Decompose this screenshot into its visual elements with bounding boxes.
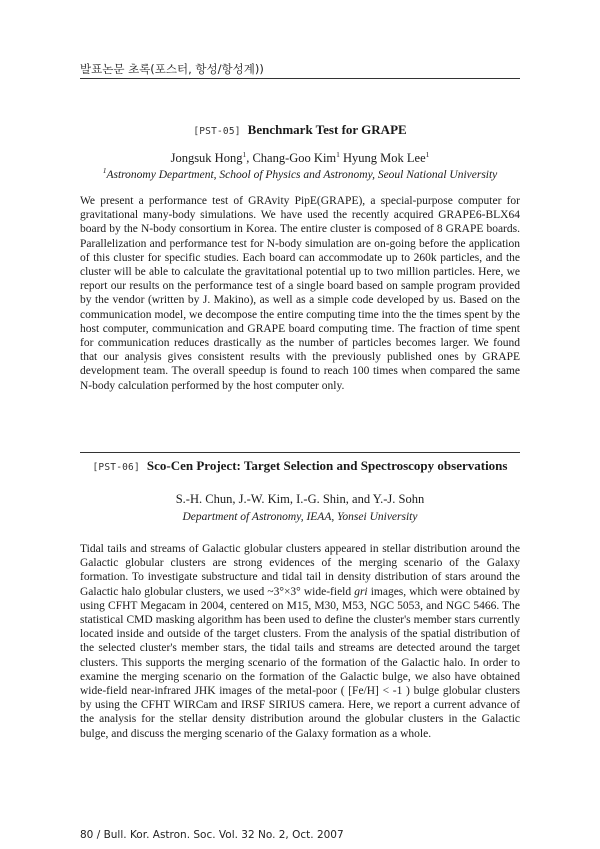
- author-sep: ,: [246, 151, 253, 166]
- page-footer: 80 / Bull. Kor. Astron. Soc. Vol. 32 No. 2, Oct. 2007: [80, 829, 344, 841]
- abstract-text-1: Tidal tails and streams of Galactic globular clusters appeared in stellar distribution around the Galactic globular clusters are strong evidences of the merging scenario of the Galaxy formation. To investigate substructure and tidal tail in density distribution of stars around the Galactic halo globular clusters, we used ~3°×3° wide-field: [80, 543, 520, 598]
- paper2-title: Sco-Cen Project: Target Selection and Spectroscopy observations: [146, 458, 508, 473]
- author-sup: 1: [242, 150, 247, 159]
- running-header: 발표논문 초록(포스터, 항성/항성계)): [80, 62, 264, 76]
- paper1-affiliation: [80, 166, 520, 181]
- author-sup: 1: [425, 150, 430, 159]
- affiliation-sup: 1: [102, 166, 107, 175]
- author-name: Jongsuk Hong: [170, 151, 243, 166]
- paper2-affiliation: Department of Astronomy, IEAA, Yonsei University: [182, 511, 418, 523]
- paper2-authors: S.-H. Chun, J.-W. Kim, I.-G. Shin, and Y.-J. Sohn: [175, 492, 425, 506]
- paper1-title-line: [80, 121, 520, 139]
- section-divider: [80, 452, 520, 453]
- affiliation-text: Astronomy Department, School of Physics and Astronomy, Seoul National University: [106, 168, 498, 181]
- author-sup: 1: [336, 150, 340, 159]
- author-name: Hyung Mok Lee: [343, 151, 426, 166]
- abstract-italic: gri: [354, 585, 368, 598]
- paper2-title-line: [76, 457, 524, 475]
- abstract-text-2: images, which were obtained by using CFHT Megacam in 2004, centered on M15, M30, M53, NGC 5053, and NGC 5466. The statistical CMD masking algorithm has been used to define the cluster's member stars currently located inside and outside of the target clusters. From the analysis of the spatial distribution of the selected cluster's member stars, the tidal tails and streams are detected around the target clusters. This supports the merging scenario of the formation of the Galactic halo. In order to examine the merging scenario on the formation of the Galactic bulge, we also have obtained wide-field near-infrared JHK images of the metal-poor ( [Fe/H] < -1 ) bulge globular clusters by using the CFHT WIRCam and IRSF SIRIUS camera. Here, we report a current advance of the analysis for the stellar density distribution around the globular clusters in the Galactic bulge, and discuss the merging scenario of the Galaxy formation as a whole.: [80, 585, 520, 740]
- paper2-abstract: [80, 542, 520, 741]
- paper1-authors: [80, 150, 520, 166]
- header-rule: [80, 78, 520, 79]
- paper1-abstract: We present a performance test of GRAvity PipE(GRAPE), a special-purpose computer for gravitational many-body simulations. We have used the recently acquired GRAPE6-BLX64 board by the N-body consortium in Korea. The entire cluster is composed of 8 GRAPE boards. Parallelization and performance test for N-body simulation are on-going before the application of this cluster for specific studies. Each board can accommodate up to 260k particles, and the cluster will be able to calculate the gravitational potential up to two million particles. Here, we report our results on the performance test of a single board based on sample program provided by the vendor (written by J. Makino), as well as a simple code developed by us. Based on the communication model, we decompose the entire computing time into the the times spent by the host computer, communication and GRAPE board computing time. The fraction of time spent for communication reduces drastically as the number of particles becomes larger. We found that our analysis gives consistent results with the previously published ones by GRAPE development team. The overall speedup is found to reach 100 times when compared the same N-body calculation performed by the host computer only.: [80, 195, 520, 392]
- author-name: Chang-Goo Kim: [252, 151, 337, 166]
- paper1-tag: [PST-05]: [193, 126, 241, 137]
- paper2-tag: [PST-06]: [92, 462, 140, 473]
- paper1-title: Benchmark Test for GRAPE: [247, 122, 407, 137]
